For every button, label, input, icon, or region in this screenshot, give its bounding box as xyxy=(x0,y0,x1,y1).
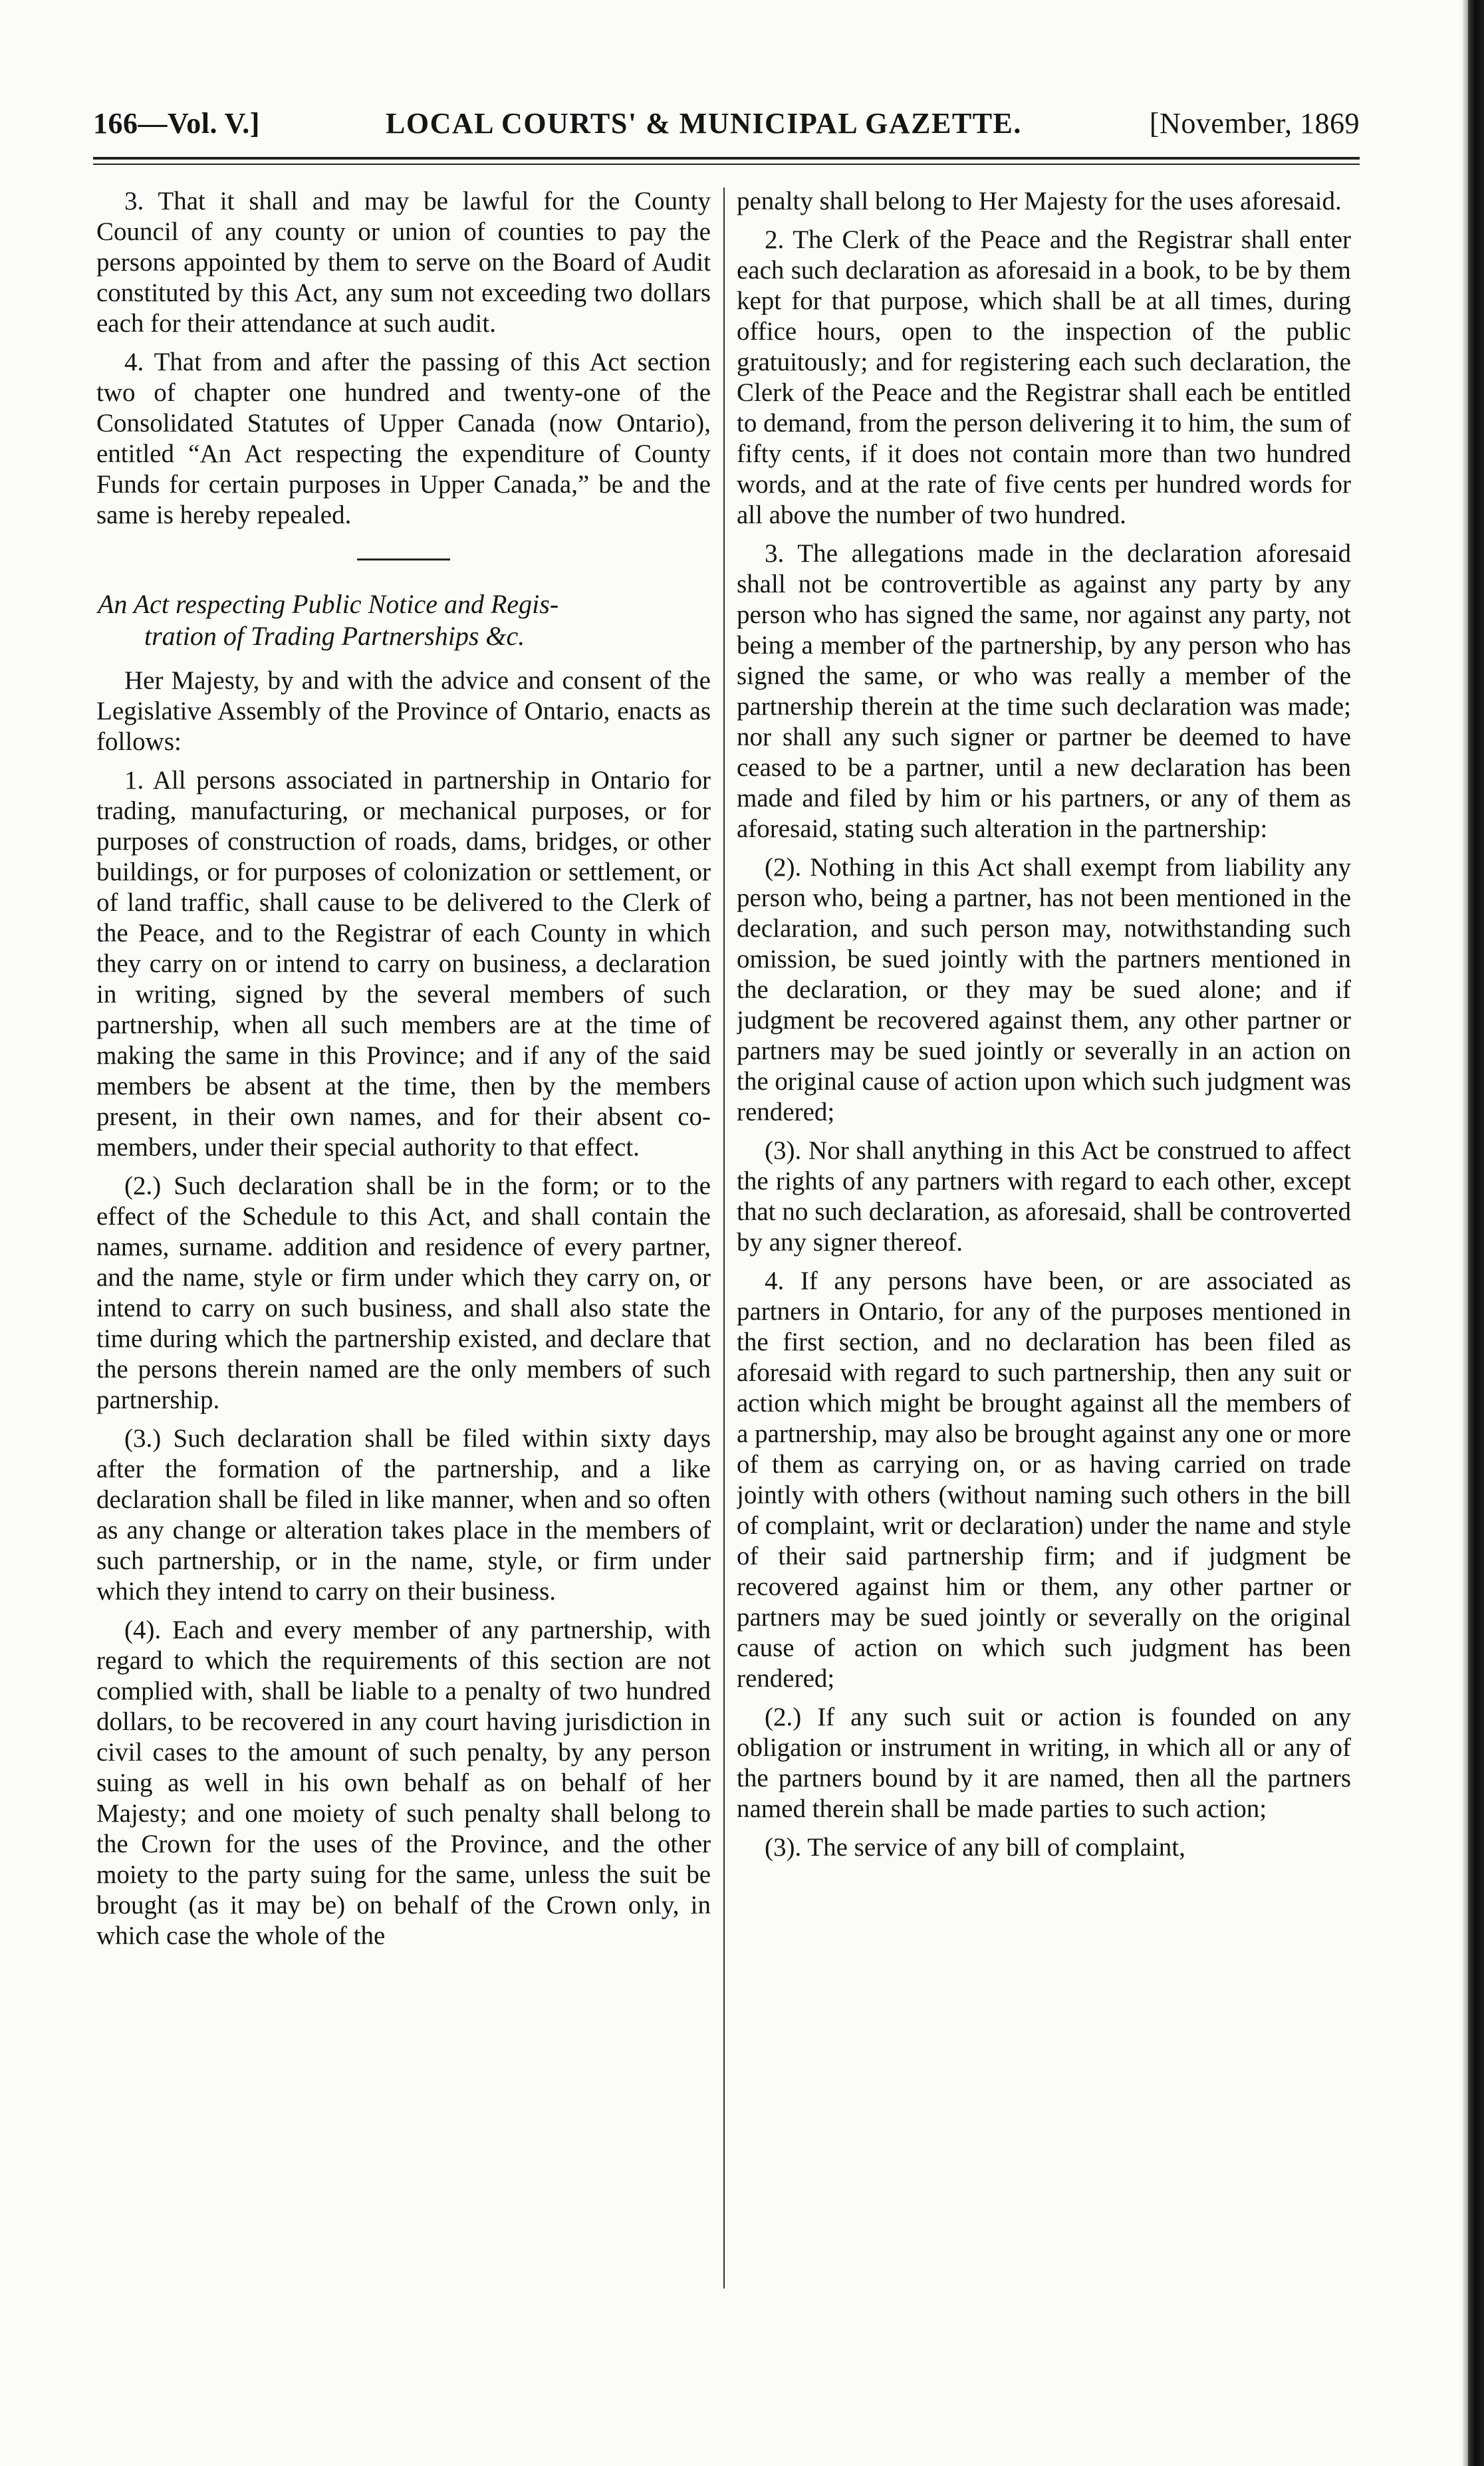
left-column xyxy=(96,186,711,2287)
section-1-subsection-2: (2.) Such declaration shall be in the form; or to the effect of the Schedule to this Act, and shall contain the names, surname. addition and residence of every partner, and the name, style or firm under which they carry on, or intend to carry on such business, and shall also state the time during which the partnership existed, and declare that the persons therein named are the only members of such partnership. xyxy=(96,1171,711,1414)
section-1-paragraph: 1. All persons associated in partnership in Ontario for trading, manufacturing, or mechanical purposes, or for purposes of construction of roads, dams, bridges, or other buildings, or for purposes of colonization or settlement, or of land traffic, shall cause to be delivered to the Clerk of the Peace, and to the Registrar of each County in which they carry on or intend to carry on business, a declaration in writing, signed by the several members of such partnership, when all such members are at the time of making the same in this Province; and if any of the said members be absent at the time, then by the members present, in their own names, and for their absent co-members, under their special authority to that effect. xyxy=(96,766,711,1162)
column-divider xyxy=(723,187,725,2288)
book-spine xyxy=(1468,0,1484,2466)
section-3-paragraph: 3. That it shall and may be lawful for the County Council of any county or union of counties to pay the persons appointed by them to serve on the Board of Audit constituted by this Act, any sum not exceeding two dollars each for their attendance at such audit. xyxy=(96,187,711,338)
header-rule-thick xyxy=(93,157,1360,160)
enacting-clause: Her Majesty, by and with the advice and consent of the Legislative Assembly of the Province of Ontario, enacts as follows: xyxy=(96,666,711,756)
section-4-paragraph: 4. That from and after the passing of this Act section two of chapter one hundred and twenty-one of the Consolidated Statutes of Upper Canada (now Ontario), entitled “An Act respecting the expenditure of County Funds for certain purposes in Upper Canada,” be and the same is hereby repealed. xyxy=(96,348,711,529)
publication-title: LOCAL COURTS' & MUNICIPAL GAZETTE. xyxy=(386,107,1022,140)
section-separator xyxy=(357,558,450,560)
act-title-line-1: An Act respecting Public Notice and Regis- xyxy=(98,589,559,619)
section-3-subsection-2: (2). Nothing in this Act shall exempt from liability any person who, being a partner, has not been mentioned in the declaration, and such person may, notwithstanding such omission, be sued jointly with the partners mentioned in the declaration, or they may be sued alone; and if judgment be recovered against them, any other partner or partners may be sued jointly or severally in an action on the original cause of action upon which such judgment was rendered; xyxy=(737,853,1351,1126)
section-1-subsection-3: (3.) Such declaration shall be filed within sixty days after the formation of the partnership, and a like declaration shall be filed in like manner, when and so often as any change or alteration takes place in the members of such partnership, or in the name, style, or firm under which they intend to carry on their business. xyxy=(96,1424,711,1606)
right-column xyxy=(737,186,1351,2287)
continued-paragraph: penalty shall belong to Her Majesty for the uses aforesaid. xyxy=(737,187,1342,215)
section-4-paragraph-act: 4. If any persons have been, or are associated as partners in Ontario, for any of the purposes mentioned in the first section, and no declaration has been filed as aforesaid with regard to such partnership, then any suit or action which might be brought against all the members of a partnership, may also be brought against any one or more of them as carrying on, or as having carried on trade jointly with others (without naming such others in the bill of complaint, writ or declaration) under the name and style of their said partnership firm; and if judgment be recovered against him or them, any other partner or partners may be sued jointly or severally on the original cause of action on which such judgment has been rendered; xyxy=(737,1267,1351,1693)
section-3-paragraph-act: 3. The allegations made in the declaration aforesaid shall not be controvertible as against any party by any person who has signed the same, nor against any party, not being a member of the partnership, by any person who has signed the same, or who was really a member of the partnership therein at the time such declaration was made; nor shall any such signer or partner be deemed to have ceased to be a partner, until a new declaration has been made and filed by him or his partners, or any of them as aforesaid, stating such alteration in the partnership: xyxy=(737,539,1351,843)
act-title-line-2: tration of Trading Partnerships &c. xyxy=(144,621,525,651)
page-shadow xyxy=(1461,0,1468,2466)
section-3-subsection-3: (3). Nor shall anything in this Act be construed to affect the rights of any partners with regard to each other, except that no such declaration, as aforesaid, shall be controverted by any signer thereof. xyxy=(737,1136,1351,1257)
section-4-subsection-3: (3). The service of any bill of complaint, xyxy=(765,1833,1185,1862)
running-header xyxy=(93,106,1360,153)
section-4-subsection-2: (2.) If any such suit or action is founded on any obligation or instrument in writing, in which all or any of the partners bound by it are named, then all the partners named therein shall be made parties to such action; xyxy=(737,1703,1351,1823)
section-2-paragraph: 2. The Clerk of the Peace and the Registrar shall enter each such declaration as aforesaid in a book, to be by them kept for that purpose, which shall be at all times, during office hours, open to the inspection of the public gratuitously; and for registering each such declaration, the Clerk of the Peace and the Registrar shall each be entitled to demand, from the person delivering it to him, the sum of fifty cents, if it does not contain more than two hundred words, and at the rate of five cents per hundred words for all above the number of two hundred. xyxy=(737,225,1351,529)
header-rule-thin xyxy=(93,164,1360,165)
page-reference: 166—Vol. V.] xyxy=(93,107,260,140)
issue-date: [November, 1869 xyxy=(1149,107,1360,140)
section-1-subsection-4: (4). Each and every member of any partnership, with regard to which the requirements of this section are not complied with, shall be liable to a penalty of two hundred dollars, to be recovered in any court having jurisdiction in civil cases to the amount of such penalty, by any person suing as well in his own behalf as on behalf of her Majesty; and one moiety of such penalty shall belong to the Crown for the uses of the Province, and the other moiety to the party suing for the same, unless the suit be brought (as it may be) on behalf of the Crown only, in which case the whole of the xyxy=(96,1616,711,1950)
act-title xyxy=(96,588,711,652)
